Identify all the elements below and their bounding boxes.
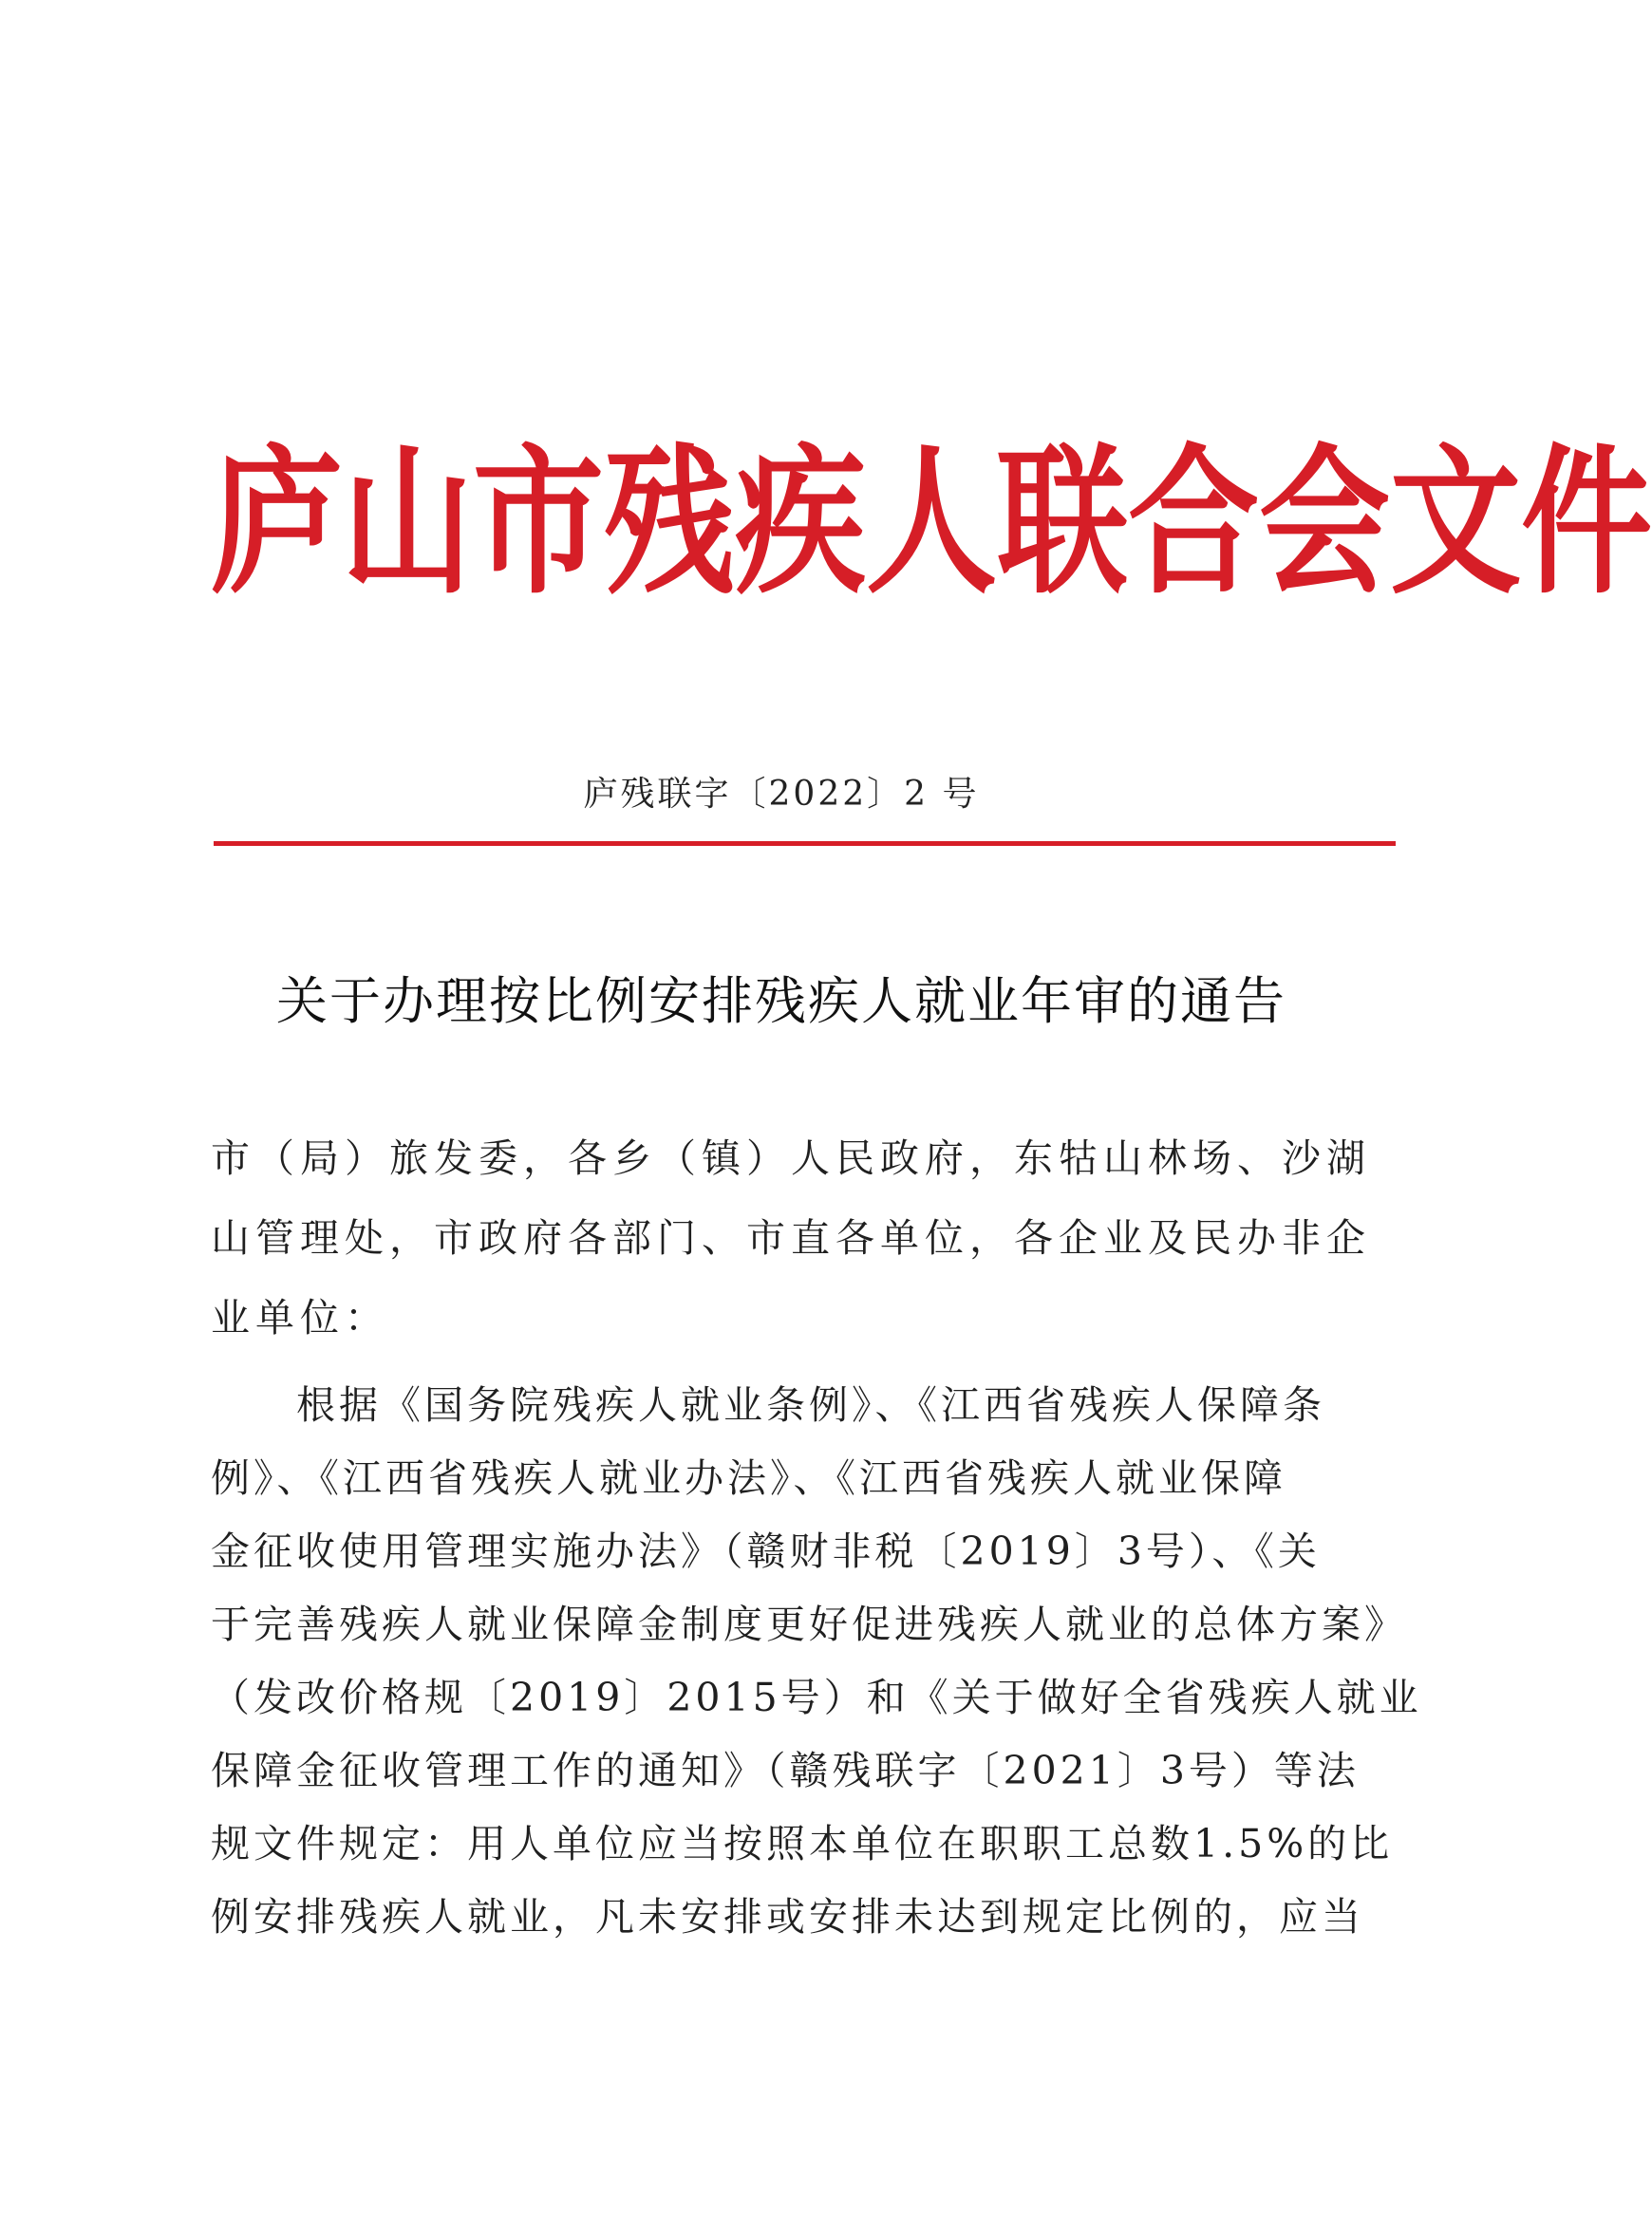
red-divider: [214, 841, 1396, 846]
masthead-char: 合: [1128, 426, 1260, 616]
masthead-char: 文: [1390, 426, 1522, 616]
paragraph-line: 规文件规定：用人单位应当按照本单位在职职工总数1.5%的比: [211, 1821, 1394, 1866]
document-number: 庐残联字〔2022〕2 号: [583, 775, 980, 814]
paragraph-line: 根据《国务院残疾人就业条例》、《江西省残疾人保障条: [211, 1382, 1325, 1428]
masthead-title: [211, 422, 1652, 622]
masthead-char: 残: [604, 426, 736, 616]
paragraph-line: 于完善残疾人就业保障金制度更好促进残疾人就业的总体方案》: [211, 1602, 1407, 1647]
paragraph-line: 金征收使用管理实施办法》（赣财非税〔2019〕3号）、《关: [211, 1528, 1321, 1574]
body-paragraph: [211, 1369, 1422, 1954]
masthead-char: 山: [342, 426, 474, 616]
document-body: [211, 1118, 1422, 1954]
paragraph-line: 保障金征收管理工作的通知》（赣残联字〔2021〕3号）等法: [211, 1748, 1360, 1793]
addressee-line: 山管理处，市政府各部门、市直各单位，各企业及民办非企: [211, 1215, 1371, 1261]
masthead-char: 会: [1259, 426, 1391, 616]
masthead-char: 人: [866, 426, 998, 616]
addressee-line: 业单位：: [211, 1295, 389, 1341]
document-title: 关于办理按比例安排残疾人就业年审的通告: [276, 971, 1286, 1031]
addressee-line: 市（局）旅发委，各乡（镇）人民政府，东牯山林场、沙湖: [211, 1135, 1371, 1181]
masthead-char: 疾: [735, 426, 867, 616]
masthead-char: 件: [1521, 426, 1652, 616]
masthead-char: 联: [997, 426, 1129, 616]
addressee-block: [211, 1118, 1379, 1358]
masthead-char: 庐: [211, 426, 343, 616]
paragraph-line: 例安排残疾人就业，凡未安排或安排未达到规定比例的，应当: [211, 1894, 1364, 1940]
paragraph-line: 例》、《江西省残疾人就业办法》、《江西省残疾人就业保障: [211, 1455, 1286, 1501]
masthead-char: 市: [473, 426, 605, 616]
paragraph-line: （发改价格规〔2019〕2015号）和《关于做好全省残疾人就业: [211, 1675, 1422, 1720]
